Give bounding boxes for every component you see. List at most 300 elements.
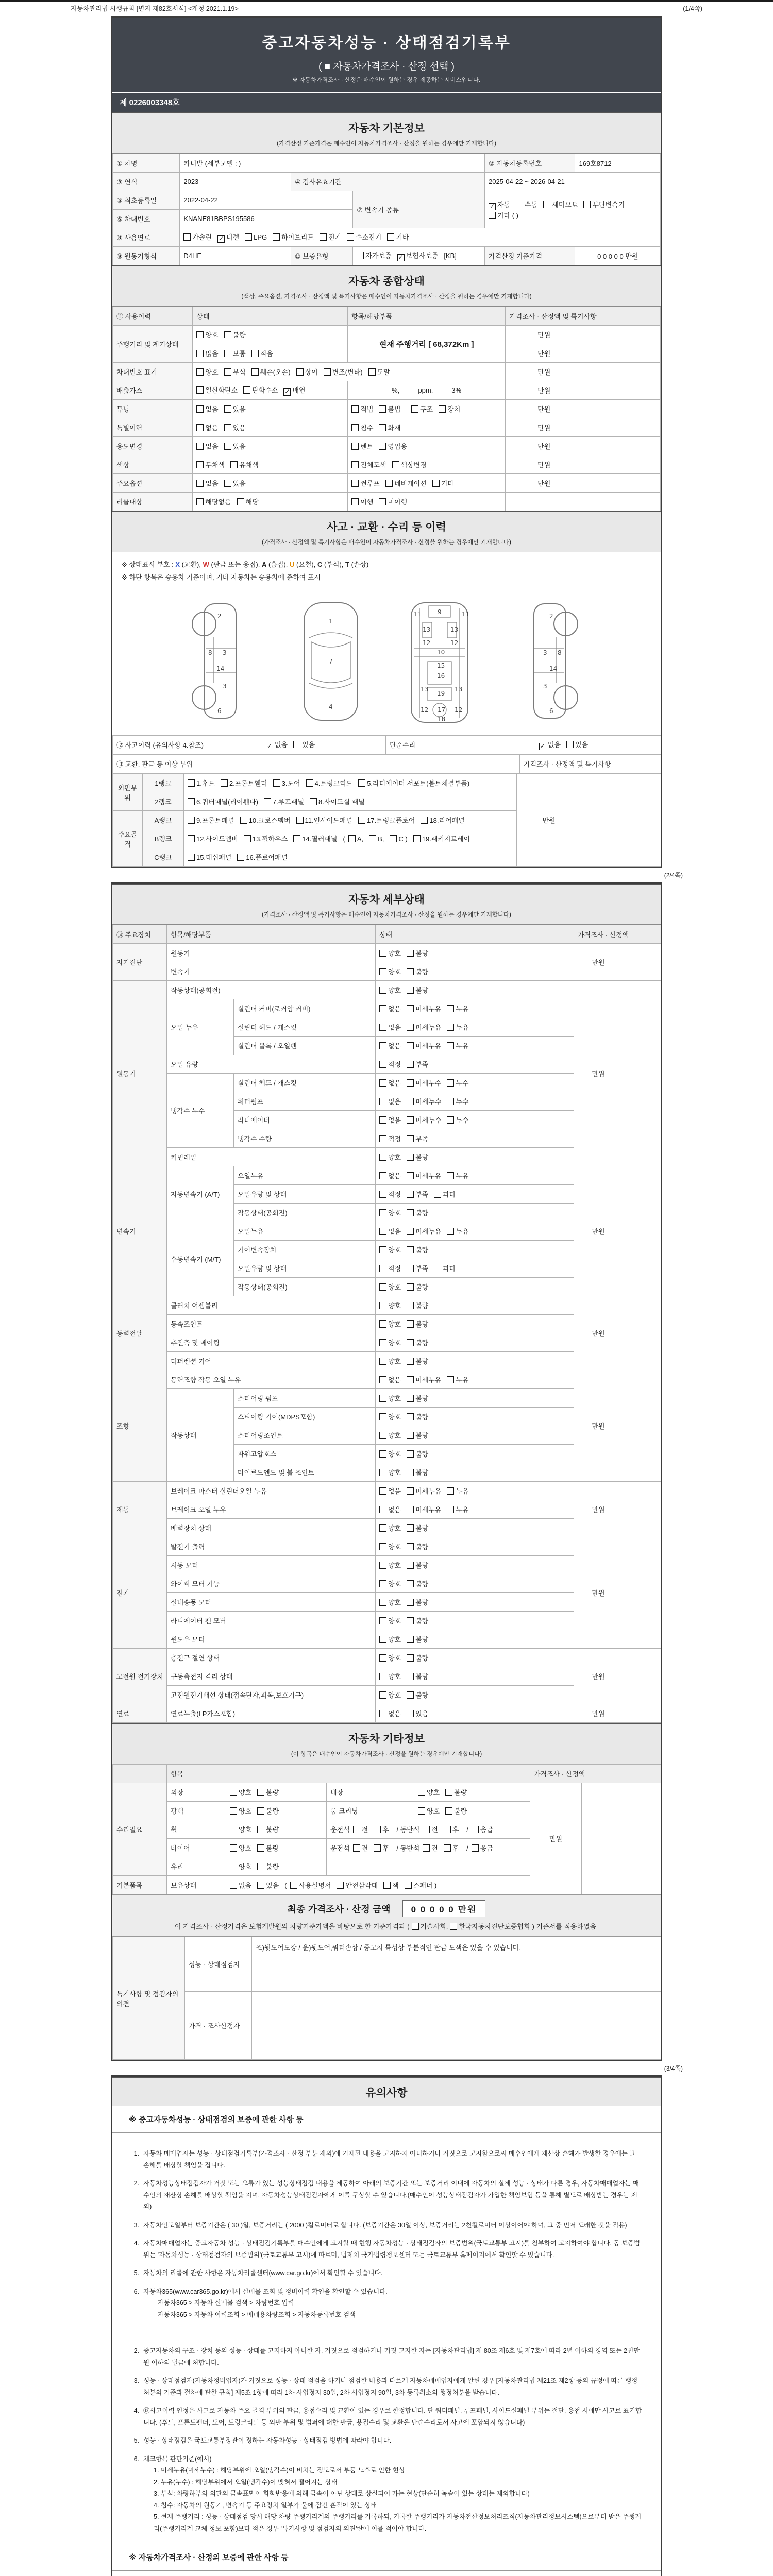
checkbox-icon[interactable] [418, 1807, 425, 1815]
checkbox-icon[interactable] [379, 1265, 386, 1272]
checkbox-icon[interactable] [472, 1844, 479, 1852]
checkbox-option[interactable]: 양호 [379, 968, 401, 976]
checkbox-option[interactable]: LPG [245, 233, 267, 241]
checkbox-checked-icon[interactable]: ✓ [398, 253, 404, 261]
checkbox-option[interactable]: 후 [444, 1844, 461, 1852]
checkbox-icon[interactable] [188, 817, 195, 824]
checkbox-option[interactable]: 기타 ( ) [489, 212, 518, 219]
checkbox-icon[interactable] [447, 1376, 454, 1383]
checkbox-icon[interactable] [407, 1079, 414, 1087]
checkbox-option[interactable]: 양호 [379, 1654, 401, 1662]
checkbox-option[interactable]: 미세누유 [407, 1228, 441, 1235]
checkbox-option[interactable]: 양호 [196, 331, 218, 339]
checkbox-option[interactable]: 양호 [379, 1395, 401, 1402]
checkbox-icon[interactable] [379, 443, 386, 450]
checkbox-icon[interactable] [251, 368, 259, 376]
checkbox-option[interactable]: 수동 [516, 201, 537, 209]
checkbox-icon[interactable] [351, 424, 359, 431]
checkbox-option[interactable]: 7.루프패널 [264, 798, 304, 806]
checkbox-option[interactable]: 불량 [407, 1580, 428, 1588]
checkbox-option[interactable]: 양호 [379, 1246, 401, 1254]
checkbox-option[interactable]: 누유 [447, 1172, 468, 1180]
checkbox-option[interactable]: 누수 [447, 1079, 468, 1087]
checkbox-option[interactable]: 불량 [407, 1320, 428, 1328]
checkbox-icon[interactable] [243, 386, 250, 394]
checkbox-icon[interactable] [196, 498, 204, 505]
checkbox-icon[interactable] [290, 1882, 297, 1889]
checkbox-option[interactable]: 양호 [230, 1863, 251, 1871]
checkbox-icon[interactable] [351, 443, 359, 450]
checkbox-option[interactable]: 후 [374, 1826, 391, 1834]
checkbox-icon[interactable] [444, 1844, 451, 1852]
checkbox-icon[interactable] [293, 741, 300, 748]
checkbox-option[interactable]: 전 [423, 1826, 438, 1834]
checkbox-icon[interactable] [196, 368, 204, 376]
checkbox-option[interactable]: 없음 [379, 1172, 401, 1180]
checkbox-checked-icon[interactable]: ✓ [489, 202, 495, 210]
checkbox-icon[interactable] [412, 1923, 419, 1930]
checkbox-icon[interactable] [379, 1339, 386, 1346]
checkbox-option[interactable]: 구조 [411, 405, 433, 413]
checkbox-option[interactable]: 미세누유 [407, 1024, 441, 1031]
checkbox-icon[interactable] [257, 1863, 264, 1870]
checkbox-icon[interactable] [379, 1487, 386, 1495]
checkbox-option[interactable]: 2.프론트휀더 [221, 779, 267, 787]
checkbox-icon[interactable] [348, 835, 356, 842]
checkbox-option[interactable]: 불량 [407, 1599, 428, 1606]
checkbox-icon[interactable] [379, 987, 386, 994]
checkbox-option[interactable]: 유채색 [230, 461, 259, 469]
checkbox-icon[interactable] [407, 1543, 414, 1550]
checkbox-icon[interactable] [407, 1617, 414, 1624]
checkbox-icon[interactable] [405, 1882, 412, 1889]
checkbox-option[interactable]: 적법 [351, 405, 373, 413]
checkbox-option[interactable]: 없음 [379, 1079, 401, 1087]
checkbox-icon[interactable] [379, 1395, 386, 1402]
checkbox-option[interactable]: 양호 [230, 1789, 251, 1797]
checkbox-icon[interactable] [369, 835, 376, 842]
checkbox-option[interactable]: 부식 [224, 368, 246, 376]
checkbox-icon[interactable] [224, 443, 231, 450]
checkbox-icon[interactable] [351, 461, 359, 468]
checkbox-option[interactable]: 4.트렁크리드 [306, 779, 353, 787]
checkbox-option[interactable]: 일산화탄소 [196, 386, 238, 394]
checkbox-option[interactable]: 없음 [230, 1882, 251, 1889]
checkbox-option[interactable]: B, [369, 835, 384, 843]
checkbox-icon[interactable] [251, 350, 259, 357]
checkbox-icon[interactable] [196, 424, 204, 431]
checkbox-icon[interactable] [379, 1543, 386, 1550]
checkbox-option[interactable]: 11.인사이드패널 [296, 817, 352, 824]
checkbox-icon[interactable] [224, 405, 231, 413]
checkbox-option[interactable]: 불량 [257, 1807, 279, 1815]
checkbox-option[interactable]: 없음 [379, 1710, 401, 1718]
checkbox-option[interactable]: 적정 [379, 1061, 401, 1069]
checkbox-icon[interactable] [379, 1061, 386, 1068]
checkbox-icon[interactable] [273, 779, 280, 787]
checkbox-option[interactable]: 8.사이드실 패널 [310, 798, 365, 806]
checkbox-icon[interactable] [379, 1246, 386, 1253]
checkbox-icon[interactable] [221, 779, 228, 787]
checkbox-option[interactable]: 무채색 [196, 461, 225, 469]
checkbox-option[interactable]: 12.사이드멤버 [188, 835, 238, 843]
checkbox-option[interactable]: 후 [444, 1826, 461, 1834]
checkbox-option[interactable]: 화재 [379, 424, 400, 432]
checkbox-option[interactable]: 변조(변타) [324, 368, 363, 376]
checkbox-icon[interactable] [244, 835, 251, 842]
checkbox-icon[interactable] [196, 480, 204, 487]
checkbox-icon[interactable] [296, 817, 304, 824]
checkbox-option[interactable]: 양호 [379, 1636, 401, 1643]
checkbox-option[interactable]: 훼손(오손) [251, 368, 291, 376]
checkbox-option[interactable]: 불량 [407, 1654, 428, 1662]
checkbox-icon[interactable] [407, 1154, 414, 1161]
checkbox-option[interactable]: 있음 [224, 480, 246, 487]
checkbox-icon[interactable] [447, 1024, 454, 1031]
checkbox-checked-icon[interactable]: ✓ [219, 235, 224, 242]
checkbox-option[interactable]: 없음 [196, 443, 218, 450]
checkbox-option[interactable]: 불량 [407, 1413, 428, 1421]
checkbox-icon[interactable] [407, 1432, 414, 1439]
checkbox-option[interactable]: ✓ 보험사보증 [398, 252, 439, 261]
checkbox-option[interactable]: 썬루프 [351, 480, 380, 487]
checkbox-icon[interactable] [411, 405, 418, 413]
checkbox-option[interactable]: 색상변경 [392, 461, 427, 469]
checkbox-option[interactable]: 13.휠하우스 [244, 835, 288, 843]
checkbox-icon[interactable] [447, 1228, 454, 1235]
checkbox-option[interactable]: 불량 [407, 1283, 428, 1291]
checkbox-icon[interactable] [358, 817, 365, 824]
checkbox-option[interactable]: 세미오토 [543, 201, 578, 209]
checkbox-icon[interactable] [423, 1844, 430, 1852]
checkbox-icon[interactable] [257, 1844, 264, 1852]
checkbox-option[interactable]: 불량 [407, 1358, 428, 1365]
checkbox-option[interactable]: 사용설명서 [290, 1882, 331, 1889]
checkbox-option[interactable]: 미세누유 [407, 1376, 441, 1384]
checkbox-option[interactable]: 없음 [379, 1042, 401, 1050]
checkbox-icon[interactable] [357, 252, 364, 259]
checkbox-option[interactable]: 잭 [383, 1882, 399, 1889]
checkbox-option[interactable]: 불법 [379, 405, 400, 413]
checkbox-icon[interactable] [224, 424, 231, 431]
checkbox-icon[interactable] [188, 854, 195, 861]
checkbox-option[interactable]: 있음 [293, 741, 315, 749]
checkbox-option[interactable]: 없음 [196, 480, 218, 487]
checkbox-icon[interactable] [379, 1191, 386, 1198]
checkbox-icon[interactable] [353, 1844, 360, 1852]
checkbox-option[interactable]: 기타 [432, 480, 454, 487]
checkbox-icon[interactable] [439, 405, 446, 413]
checkbox-icon[interactable] [273, 233, 280, 241]
checkbox-icon[interactable] [379, 1617, 386, 1624]
checkbox-icon[interactable] [489, 212, 496, 219]
checkbox-option[interactable]: 부족 [407, 1061, 428, 1069]
checkbox-icon[interactable] [444, 1826, 451, 1833]
checkbox-option[interactable]: 양호 [379, 1283, 401, 1291]
checkbox-option[interactable]: 영업용 [379, 443, 407, 450]
checkbox-checked-icon[interactable]: ✓ [284, 388, 290, 395]
checkbox-option[interactable]: 불량 [407, 1543, 428, 1551]
checkbox-icon[interactable] [257, 1807, 264, 1815]
checkbox-option[interactable]: 양호 [379, 1673, 401, 1681]
checkbox-option[interactable]: 누유 [447, 1042, 468, 1050]
checkbox-icon[interactable] [293, 835, 300, 842]
checkbox-icon[interactable] [358, 779, 365, 787]
checkbox-option[interactable]: 미세누유 [407, 1172, 441, 1180]
checkbox-icon[interactable] [379, 1228, 386, 1235]
checkbox-icon[interactable] [188, 779, 195, 787]
checkbox-icon[interactable] [374, 1844, 381, 1852]
checkbox-icon[interactable] [472, 1826, 479, 1833]
checkbox-option[interactable]: 양호 [379, 1562, 401, 1569]
checkbox-icon[interactable] [516, 201, 523, 208]
checkbox-icon[interactable] [407, 1469, 414, 1476]
checkbox-icon[interactable] [543, 201, 550, 208]
checkbox-option[interactable]: 16.플로어패널 [237, 854, 288, 861]
checkbox-option[interactable]: 양호 [379, 1413, 401, 1421]
checkbox-icon[interactable] [188, 798, 195, 805]
checkbox-icon[interactable] [407, 968, 414, 975]
checkbox-option[interactable]: 양호 [418, 1789, 440, 1797]
checkbox-option[interactable]: 불량 [407, 1154, 428, 1161]
checkbox-option[interactable]: 양호 [196, 368, 218, 376]
checkbox-icon[interactable] [445, 1807, 452, 1815]
checkbox-option[interactable]: 미세누유 [407, 1506, 441, 1514]
checkbox-icon[interactable] [351, 480, 359, 487]
checkbox-option[interactable]: 한국자동차진단보증협회 [450, 1923, 530, 1930]
checkbox-option[interactable]: 5.라디에이터 서포트(볼트체결부품) [358, 779, 469, 787]
checkbox-option[interactable]: 양호 [379, 1469, 401, 1477]
checkbox-icon[interactable] [447, 1079, 454, 1087]
checkbox-icon[interactable] [407, 1283, 414, 1291]
checkbox-option[interactable]: 불량 [445, 1789, 467, 1797]
checkbox-icon[interactable] [407, 1450, 414, 1458]
checkbox-icon[interactable] [196, 386, 204, 394]
checkbox-option[interactable]: 불량 [407, 1339, 428, 1347]
checkbox-icon[interactable] [230, 1863, 237, 1870]
checkbox-option[interactable]: 없음 [379, 1098, 401, 1106]
checkbox-option[interactable]: 누수 [447, 1098, 468, 1106]
checkbox-option[interactable]: 전 [353, 1844, 368, 1852]
checkbox-icon[interactable] [447, 1005, 454, 1012]
checkbox-option[interactable]: 양호 [379, 1617, 401, 1625]
checkbox-icon[interactable] [351, 498, 359, 505]
checkbox-icon[interactable] [407, 1636, 414, 1643]
checkbox-icon[interactable] [447, 1172, 454, 1179]
checkbox-option[interactable]: 불량 [407, 1636, 428, 1643]
checkbox-icon[interactable] [230, 1789, 237, 1796]
checkbox-option[interactable]: 있음 [566, 741, 588, 749]
checkbox-option[interactable]: 불량 [257, 1844, 279, 1852]
checkbox-icon[interactable] [379, 1710, 386, 1717]
checkbox-option[interactable]: 있음 [224, 405, 246, 413]
checkbox-option[interactable]: 없음 [379, 1116, 401, 1124]
checkbox-icon[interactable] [407, 1673, 414, 1680]
checkbox-icon[interactable] [407, 1376, 414, 1383]
checkbox-icon[interactable] [583, 201, 591, 208]
checkbox-option[interactable]: 없음 [196, 424, 218, 432]
checkbox-option[interactable]: 기타 [387, 233, 409, 241]
checkbox-icon[interactable] [407, 1339, 414, 1346]
checkbox-icon[interactable] [379, 1562, 386, 1569]
checkbox-option[interactable]: 불량 [407, 1432, 428, 1439]
checkbox-icon[interactable] [383, 1882, 391, 1889]
checkbox-option[interactable]: 이행 [351, 498, 373, 506]
checkbox-option[interactable]: 1.후드 [188, 779, 215, 787]
checkbox-icon[interactable] [368, 368, 376, 376]
checkbox-option[interactable]: 도말 [368, 368, 390, 376]
checkbox-icon[interactable] [407, 1691, 414, 1699]
checkbox-option[interactable]: 불량 [407, 1302, 428, 1310]
checkbox-icon[interactable] [230, 1882, 237, 1889]
checkbox-option[interactable]: 불량 [407, 1209, 428, 1217]
checkbox-option[interactable]: 불량 [407, 1395, 428, 1402]
checkbox-option[interactable]: 양호 [379, 1524, 401, 1532]
checkbox-icon[interactable] [224, 331, 231, 338]
checkbox-icon[interactable] [379, 1302, 386, 1309]
checkbox-icon[interactable] [407, 1302, 414, 1309]
checkbox-option[interactable]: 양호 [379, 1302, 401, 1310]
checkbox-option[interactable]: 렌트 [351, 443, 373, 450]
checkbox-option[interactable]: 응급 [472, 1826, 493, 1834]
checkbox-icon[interactable] [230, 461, 238, 468]
checkbox-icon[interactable] [347, 233, 354, 241]
checkbox-option[interactable]: ✓ 매연 [284, 386, 306, 395]
checkbox-option[interactable]: 과다 [434, 1265, 456, 1273]
checkbox-icon[interactable] [379, 1024, 386, 1031]
checkbox-icon[interactable] [385, 480, 393, 487]
checkbox-icon[interactable] [196, 331, 204, 338]
checkbox-icon[interactable] [407, 950, 414, 957]
checkbox-icon[interactable] [353, 1826, 360, 1833]
checkbox-option[interactable]: 미세누유 [407, 1005, 441, 1013]
checkbox-icon[interactable] [379, 1432, 386, 1439]
checkbox-option[interactable]: 불량 [407, 950, 428, 957]
checkbox-option[interactable]: 양호 [379, 1154, 401, 1161]
checkbox-option[interactable]: 없음 [379, 1024, 401, 1031]
checkbox-icon[interactable] [407, 1320, 414, 1328]
checkbox-icon[interactable] [379, 1673, 386, 1680]
checkbox-option[interactable]: 미세누수 [407, 1116, 441, 1124]
checkbox-icon[interactable] [230, 1844, 237, 1852]
checkbox-option[interactable]: 후 [374, 1844, 391, 1852]
checkbox-option[interactable]: 10.크로스멤버 [240, 817, 291, 824]
checkbox-option[interactable]: 19.패키지트레이 [413, 835, 470, 843]
checkbox-icon[interactable] [264, 798, 271, 805]
checkbox-icon[interactable] [407, 1228, 414, 1235]
checkbox-option[interactable]: 누수 [447, 1116, 468, 1124]
checkbox-option[interactable]: 누유 [447, 1005, 468, 1013]
checkbox-icon[interactable] [379, 1042, 386, 1049]
checkbox-icon[interactable] [379, 1469, 386, 1476]
checkbox-icon[interactable] [379, 1079, 386, 1087]
checkbox-option[interactable]: 불량 [407, 1246, 428, 1254]
checkbox-icon[interactable] [407, 1135, 414, 1142]
checkbox-option[interactable]: ✓ 없음 [266, 741, 288, 750]
checkbox-icon[interactable] [434, 1191, 441, 1198]
checkbox-option[interactable]: 침수 [351, 424, 373, 432]
checkbox-icon[interactable] [296, 368, 304, 376]
checkbox-icon[interactable] [224, 368, 231, 376]
checkbox-icon[interactable] [421, 817, 428, 824]
checkbox-option[interactable]: 불량 [407, 1524, 428, 1532]
checkbox-option[interactable]: 3.도어 [273, 779, 300, 787]
checkbox-option[interactable]: 해당없음 [196, 498, 231, 506]
checkbox-icon[interactable] [379, 1154, 386, 1161]
checkbox-option[interactable]: 없음 [379, 1376, 401, 1384]
checkbox-icon[interactable] [379, 424, 386, 431]
checkbox-icon[interactable] [379, 1358, 386, 1365]
checkbox-option[interactable]: 6.쿼터패널(리어휀다) [188, 798, 258, 806]
checkbox-icon[interactable] [407, 987, 414, 994]
checkbox-option[interactable]: 양호 [379, 950, 401, 957]
checkbox-icon[interactable] [379, 1450, 386, 1458]
checkbox-icon[interactable] [188, 835, 195, 842]
checkbox-option[interactable]: 양호 [379, 1209, 401, 1217]
checkbox-icon[interactable] [379, 1413, 386, 1420]
checkbox-icon[interactable] [407, 1710, 414, 1717]
checkbox-icon[interactable] [407, 1562, 414, 1569]
checkbox-option[interactable]: 있음 [224, 424, 246, 432]
checkbox-option[interactable]: 과다 [434, 1191, 456, 1198]
checkbox-icon[interactable] [407, 1487, 414, 1495]
checkbox-option[interactable]: 불량 [224, 331, 246, 339]
checkbox-option[interactable]: 네비게이션 [385, 480, 427, 487]
checkbox-option[interactable]: 없음 [379, 1506, 401, 1514]
checkbox-option[interactable]: 양호 [379, 1691, 401, 1699]
checkbox-icon[interactable] [566, 741, 574, 748]
checkbox-option[interactable]: 양호 [230, 1826, 251, 1834]
checkbox-icon[interactable] [447, 1116, 454, 1124]
checkbox-icon[interactable] [240, 817, 247, 824]
checkbox-option[interactable]: 15.대쉬패널 [188, 854, 231, 861]
checkbox-icon[interactable] [407, 1358, 414, 1365]
checkbox-option[interactable]: 불량 [407, 1673, 428, 1681]
checkbox-icon[interactable] [257, 1882, 264, 1889]
checkbox-icon[interactable] [379, 498, 386, 505]
checkbox-option[interactable]: ✓ 자동 [489, 200, 511, 210]
checkbox-icon[interactable] [447, 1506, 454, 1513]
checkbox-checked-icon[interactable]: ✓ [540, 742, 546, 750]
checkbox-icon[interactable] [196, 443, 204, 450]
checkbox-icon[interactable] [445, 1789, 452, 1796]
checkbox-option[interactable]: 부족 [407, 1191, 428, 1198]
checkbox-option[interactable]: 수소전기 [347, 233, 381, 241]
checkbox-option[interactable]: 있음 [407, 1710, 428, 1718]
checkbox-option[interactable]: 있음 [224, 443, 246, 450]
checkbox-option[interactable]: 전 [353, 1826, 368, 1834]
checkbox-icon[interactable] [224, 350, 231, 357]
checkbox-option[interactable]: 부족 [407, 1135, 428, 1143]
checkbox-option[interactable]: 누유 [447, 1487, 468, 1495]
checkbox-icon[interactable] [407, 1413, 414, 1420]
checkbox-icon[interactable] [447, 1042, 454, 1049]
checkbox-option[interactable]: 많음 [196, 350, 218, 358]
checkbox-option[interactable]: 해당 [237, 498, 259, 506]
checkbox-option[interactable]: 전 [423, 1844, 438, 1852]
checkbox-option[interactable]: 누유 [447, 1376, 468, 1384]
checkbox-icon[interactable] [196, 350, 204, 357]
checkbox-icon[interactable] [407, 1395, 414, 1402]
checkbox-icon[interactable] [423, 1826, 430, 1833]
checkbox-icon[interactable] [407, 1599, 414, 1606]
checkbox-icon[interactable] [196, 405, 204, 413]
checkbox-option[interactable]: 미세누유 [407, 1487, 441, 1495]
checkbox-option[interactable]: 상이 [296, 368, 318, 376]
checkbox-icon[interactable] [407, 1098, 414, 1105]
checkbox-option[interactable]: ✓ 없음 [540, 741, 561, 750]
checkbox-option[interactable]: 미이행 [379, 498, 407, 506]
